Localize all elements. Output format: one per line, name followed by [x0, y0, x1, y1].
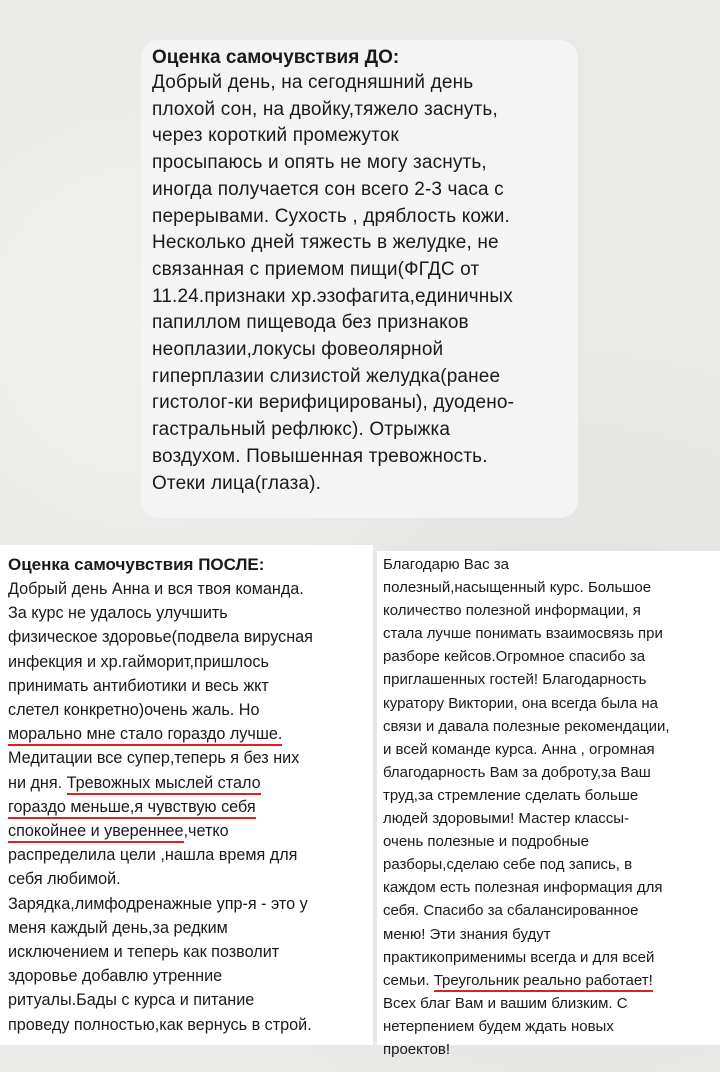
after-line: исключением и теперь как позволит	[8, 943, 280, 962]
after-line: распределила цели ,нашла время для	[8, 846, 298, 865]
underlined-text: гораздо меньше,я чувствую себя	[8, 798, 256, 819]
before-line: неоплазии,локусы фовеолярной	[152, 339, 444, 361]
after-line-highlight	[8, 795, 373, 819]
after-line	[8, 771, 373, 795]
after-line: физическое здоровье(подвела вирусная	[8, 628, 313, 647]
underlined-text: Треугольник реально работает!	[434, 972, 653, 992]
thanks-line: стала лучше понимать взаимосвязь при	[383, 625, 663, 643]
before-line: гиперплазии слизистой желудка(ранее	[152, 365, 501, 387]
after-line: здоровье добавлю утренние	[8, 967, 223, 986]
before-line: перерывами. Сухость , дряблость кожи.	[152, 205, 510, 227]
thanks-line: труд,за стремление сделать больше	[383, 786, 639, 804]
after-line: слетел конкретно)очень жаль. Но	[8, 701, 260, 720]
thanks-line: каждом есть полезная информация для	[383, 879, 663, 897]
before-line: просыпаюсь и опять не могу заснуть,	[152, 152, 487, 174]
after-line: инфекция и хр.гайморит,пришлось	[8, 652, 269, 671]
after-line: принимать антибиотики и весь жкт	[8, 676, 269, 695]
after-text: ,четко	[183, 822, 229, 841]
thanks-line	[383, 969, 720, 992]
thanks-line: проектов!	[383, 1040, 451, 1058]
before-line: связанная с приемом пищи(ФГДС от	[152, 258, 480, 280]
thanks-line: связи и давала полезные рекомендации,	[383, 717, 670, 735]
thanks-line: Благодарю Вас за	[383, 556, 510, 573]
after-line: проведу полностью,как вернусь в строй.	[8, 1015, 312, 1034]
underlined-text: Тревожных мыслей стало	[67, 774, 261, 795]
before-line: плохой сон, на двойку,тяжело заснуть,	[152, 98, 498, 120]
after-line: Медитации все супер,теперь я без них	[8, 749, 300, 768]
after-line: Зарядка,лимфодренажные упр-я - это у	[8, 894, 308, 913]
before-line: воздухом. Повышенная тревожность.	[152, 445, 488, 467]
before-line: папиллом пищевода без признаков	[152, 312, 469, 334]
after-line: Добрый день Анна и вся твоя команда.	[8, 580, 304, 598]
message-after-panel	[0, 545, 373, 1045]
thanks-line: Всех благ Вам и вашим близким. С	[383, 994, 628, 1012]
after-line: ритуалы.Бады с курса и питание	[8, 991, 255, 1010]
thanks-line: практикоприменимы всегда и для всей	[383, 948, 655, 966]
before-title: Оценка самочувствия ДО:	[152, 47, 400, 68]
after-line: За курс не удалось улучшить	[8, 604, 228, 623]
before-line: Несколько дней тяжесть в желудке, не	[152, 232, 499, 254]
thanks-text: семьи.	[383, 971, 434, 989]
before-line: Добрый день, на сегодняшний день	[152, 72, 474, 93]
thanks-line: людей здоровыми! Мастер классы-	[383, 810, 630, 828]
before-line: через короткий промежуток	[152, 125, 399, 147]
before-line: гистолог-ки верифицированы), дуодено-	[152, 392, 515, 414]
thanks-line: приглашенных гостей! Благодарность	[383, 671, 647, 689]
thanks-line: меню! Эти знания будут	[383, 925, 551, 943]
before-line: гастральный рефлюкс). Отрыжка	[152, 419, 451, 441]
thanks-line: очень полезные и подробные	[383, 833, 589, 851]
before-line: иногда получается сон всего 2-3 часа с	[152, 178, 504, 200]
message-before-card	[141, 40, 578, 518]
after-line-highlight	[8, 722, 373, 746]
underlined-text: спокойнее и увереннее	[8, 822, 184, 843]
before-line: Отеки лица(глаза).	[152, 472, 322, 494]
message-thanks-panel	[377, 551, 720, 1058]
after-line: себя любимой.	[8, 870, 121, 889]
after-title: Оценка самочувствия ПОСЛЕ:	[8, 555, 265, 574]
before-line: 11.24.признаки хр.эзофагита,единичных	[152, 285, 513, 307]
after-line: меня каждый день,за редким	[8, 918, 228, 937]
thanks-line: полезный,насыщенный курс. Большое	[383, 579, 652, 597]
thanks-line: количество полезной информации, я	[383, 602, 641, 620]
thanks-line: разборе кейсов.Огромное спасибо за	[383, 648, 646, 666]
thanks-line: куратору Виктории, она всегда была на	[383, 694, 658, 712]
underlined-text: морально мне стало гораздо лучше.	[8, 725, 282, 746]
thanks-line: благодарность Вам за доброту,за Ваш	[383, 763, 651, 781]
after-text: ни дня.	[8, 773, 67, 792]
thanks-line: и всей команде курса. Анна , огромная	[383, 740, 655, 758]
after-line	[8, 819, 373, 843]
thanks-line: разборы,сделаю себе под запись, в	[383, 856, 633, 874]
thanks-line: нетерпением будем ждать новых	[383, 1017, 614, 1035]
thanks-line: себя. Спасибо за сбалансированное	[383, 902, 639, 920]
